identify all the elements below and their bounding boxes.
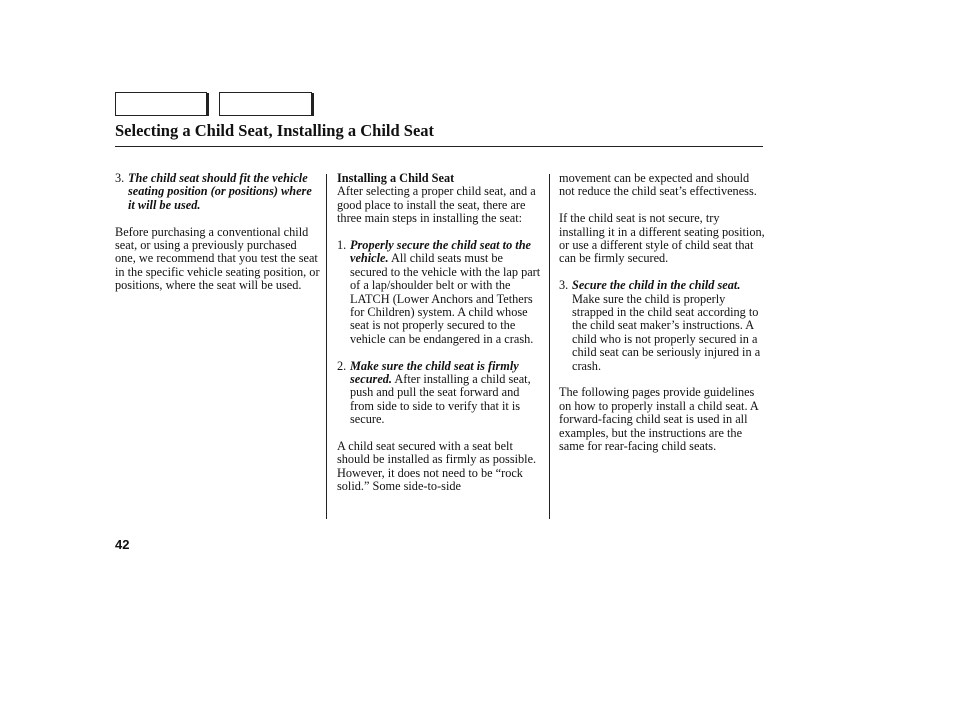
- page-title: Selecting a Child Seat, Installing a Child Seat: [115, 121, 435, 140]
- step-3-text: Make sure the child is properly strapped in the child seat according to the child seat maker’s instructions. A child who is not properly secured in a child seat can be seriously injured in a crash.: [572, 291, 761, 373]
- seat-belt-paragraph: A child seat secured with a seat belt should be installed as firmly as possible. However, it does not need to be “rock solid.” Some side-to-side: [337, 439, 537, 494]
- purchase-paragraph: Before purchasing a conventional child seat, or using a previously purchased one, we recommend that you test the seat in the specific vehicle seating position, or positions, where the seat will be used.: [115, 224, 320, 293]
- step-3-heading: Secure the child in the child seat.: [572, 278, 741, 293]
- column-divider-1: [326, 174, 327, 519]
- step-2-heading: Make sure the child seat is firmly secured.: [350, 358, 519, 387]
- step-1-text: All child seats must be secured to the vehicle with the lap part of a lap/shoulder belt or with the LATCH (Lower Anchors and Tethers for Children) system. A child whose seat is not properly secured to the vehicle can be endangered in a crash.: [350, 251, 541, 346]
- page-number: 42: [115, 537, 130, 552]
- following-pages-paragraph: The following pages provide guidelines on how to properly install a child seat. A forward-facing child seat is used in all examples, but the instructions are the same for rear-facing child seats.: [559, 385, 759, 454]
- title-rule: [115, 146, 763, 147]
- item-3-number: 3.: [115, 171, 125, 185]
- intro-paragraph: After selecting a proper child seat, and a good place to install the seat, there are three main steps in installing the seat:: [337, 184, 536, 226]
- step-1-number: 1.: [337, 238, 347, 253]
- item-3-block: [115, 172, 320, 212]
- nav-tab-box-1[interactable]: [115, 92, 207, 116]
- nav-tab-box-2[interactable]: [219, 92, 312, 116]
- step-1-heading: Properly secure the child seat to the vehicle.: [350, 238, 532, 266]
- step-3-block: [559, 279, 765, 373]
- step-2-text: After installing a child seat, push and pull the seat forward and from side to side to verify that it is secure.: [350, 372, 531, 427]
- item-3-heading: The child seat should fit the vehicle seating position (or positions) where it will be used.: [128, 171, 312, 212]
- section-heading: Installing a Child Seat: [337, 171, 455, 185]
- column-1: [115, 172, 320, 293]
- column-3: [559, 172, 765, 453]
- step-2-block: [337, 360, 542, 427]
- step-3-number: 3.: [559, 278, 569, 293]
- step-2-number: 2.: [337, 358, 347, 373]
- step-1-block: [337, 239, 542, 346]
- not-secure-paragraph: If the child seat is not secure, try installing it in a different seating position, or use a different style of child seat that can be firmly secured.: [559, 211, 765, 266]
- column-divider-2: [549, 174, 550, 519]
- continuation-paragraph: movement can be expected and should not reduce the child seat’s effectiveness.: [559, 171, 757, 199]
- column-2: [337, 172, 542, 494]
